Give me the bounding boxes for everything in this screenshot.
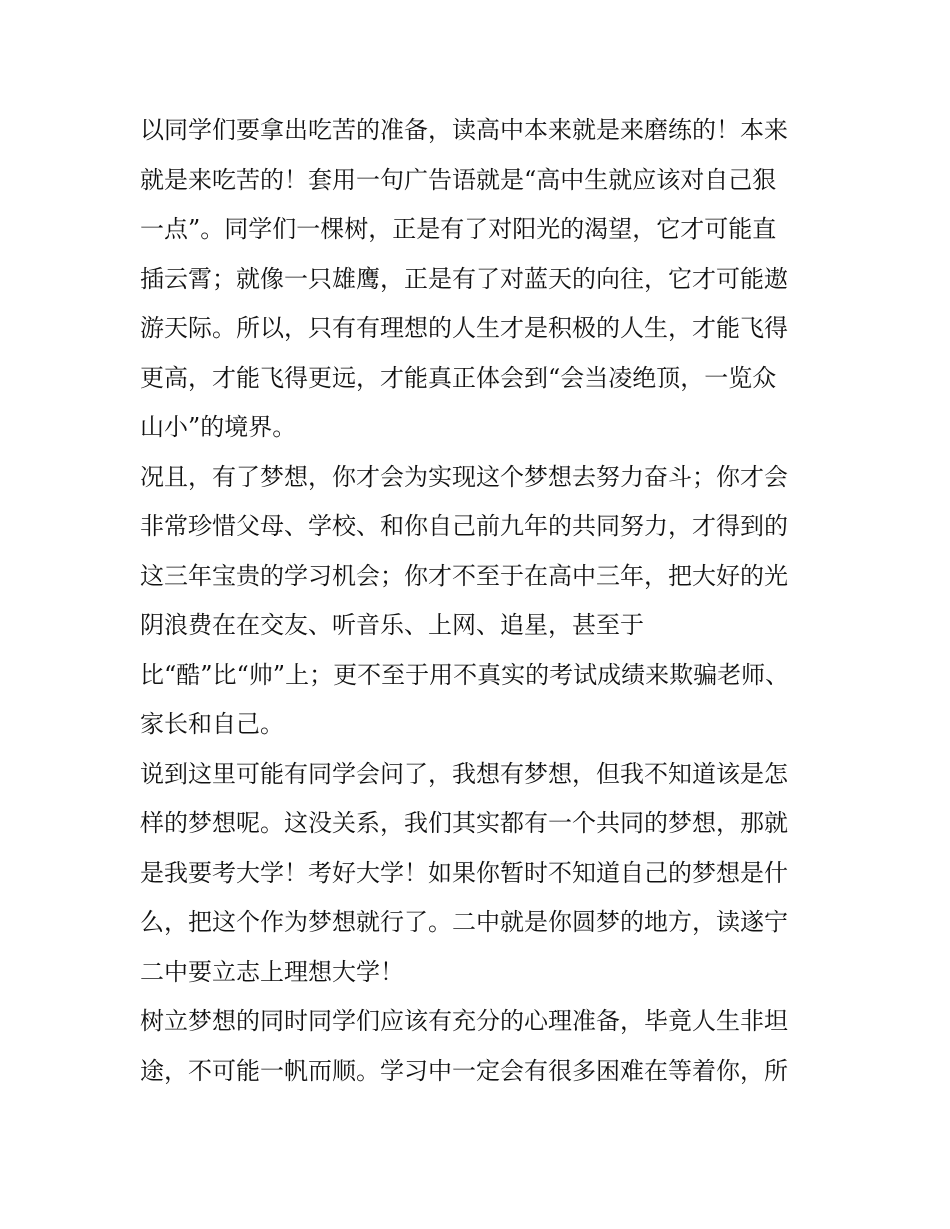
text-line: 样的梦想呢。这没关系，我们其实都有一个共同的梦想，那就 (140, 809, 788, 837)
text-line: 比“酷”比“帅”上；更不至于用不真实的考试成绩来欺骗老师、 (140, 660, 790, 689)
text-line: 阴浪费在在交友、听音乐、上网、追星，甚至于 (140, 611, 644, 639)
text-line: 一点”。同学们一棵树，正是有了对阳光的渴望，它才可能直 (140, 215, 777, 243)
text-line: 以同学们要拿出吃苦的准备，读高中本来就是来磨练的！本来 (140, 116, 788, 144)
text-line: 么，把这个作为梦想就行了。二中就是你圆梦的地方，读遂宁 (140, 908, 788, 936)
text-line: 家长和自己。 (140, 710, 284, 738)
body-text (140, 106, 820, 1096)
text-line: 说到这里可能有同学会问了，我想有梦想，但我不知道该是怎 (140, 759, 788, 788)
text-line: 况且，有了梦想，你才会为实现这个梦想去努力奋斗；你才会 (140, 462, 788, 491)
text-line: 二中要立志上理想大学！ (140, 957, 404, 986)
text-line: 就是来吃苦的！套用一句广告语就是“高中生就应该对自己狠 (140, 165, 777, 194)
text-line: 树立梦想的同时同学们应该有充分的心理准备，毕竟人生非坦 (140, 1007, 788, 1035)
text-line: 途，不可能一帆而顺。学习中一定会有很多困难在等着你，所 (140, 1056, 788, 1085)
text-line: 这三年宝贵的学习机会；你才不至于在高中三年，把大好的光 (140, 561, 788, 590)
text-line: 山小”的境界。 (140, 413, 297, 441)
text-line: 游天际。所以，只有有理想的人生才是积极的人生，才能飞得 (140, 314, 788, 342)
text-line: 插云霄；就像一只雄鹰，正是有了对蓝天的向往，它才可能遨 (140, 264, 788, 293)
text-line: 更高，才能飞得更远，才能真正体会到“会当凌绝顶，一览众 (140, 363, 777, 392)
text-line: 非常珍惜父母、学校、和你自己前九年的共同努力，才得到的 (140, 512, 788, 540)
text-line: 是我要考大学！考好大学！如果你暂时不知道自己的梦想是什 (140, 858, 788, 887)
